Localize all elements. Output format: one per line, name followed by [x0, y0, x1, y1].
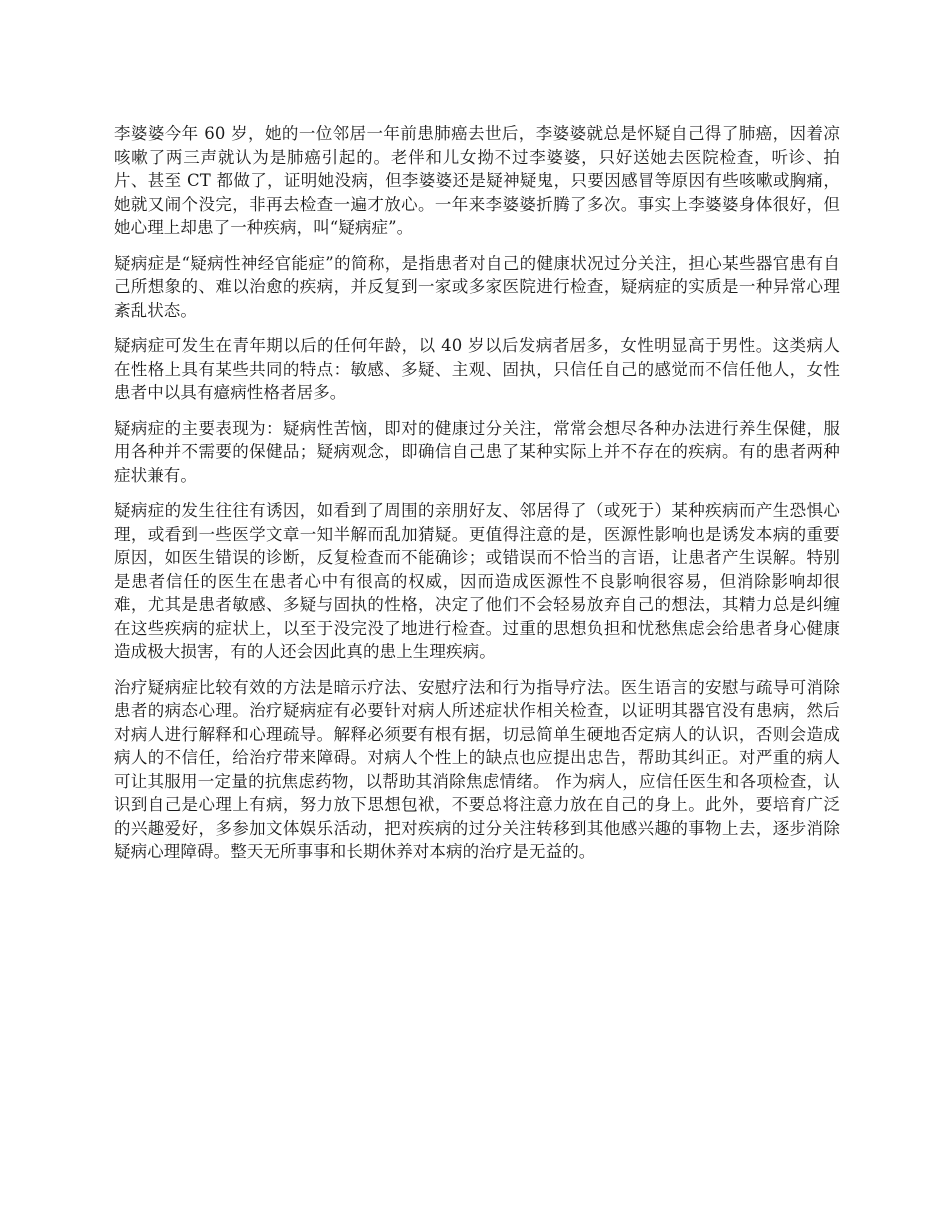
paragraph-causes: 疑病症的发生往往有诱因，如看到了周围的亲朋好友、邻居得了（或死于）某种疾病而产生恐惧心理，或看到一些医学文章一知半解而乱加猜疑。更值得注意的是，医源性影响也是诱发本病的重要原因，如医生错误的诊断，反复检查而不能确诊；或错误而不恰当的言语，让患者产生误解。特别是患者信任的医生在患者心中有很高的权威，因而造成医源性不良影响很容易，但消除影响却很难，尤其是患者敏感、多疑与固执的性格，决定了他们不会轻易放弃自己的想法，其精力总是纠缠在这些疾病的症状上，以至于没完没了地进行检查。过重的思想负担和忧愁焦虑会给患者身心健康造成极大损害，有的人还会因此真的患上生理疾病。 [114, 501, 840, 661]
paragraph-symptoms: 疑病症的主要表现为：疑病性苦恼，即对的健康过分关注，常常会想尽各种办法进行养生保健，服用各种并不需要的保健品；疑病观念，即确信自己患了某种实际上并不存在的疾病。有的患者两种症状兼有。 [114, 418, 840, 485]
paragraph-definition: 疑病症是“疑病性神经官能症”的简称，是指患者对自己的健康状况过分关注，担心某些器官患有自己所想象的、难以治愈的疾病，并反复到一家或多家医院进行检查，疑病症的实质是一种异常心理紊乱状态。 [114, 253, 840, 320]
paragraph-onset: 疑病症可发生在青年期以后的任何年龄，以 40 岁以后发病者居多，女性明显高于男性。这类病人在性格上具有某些共同的特点：敏感、多疑、主观、固执，只信任自己的感觉而不信任他人，女性患者中以具有癔病性格者居多。 [114, 336, 840, 402]
paragraph-treatment: 治疗疑病症比较有效的方法是暗示疗法、安慰疗法和行为指导疗法。医生语言的安慰与疏导可消除患者的病态心理。治疗疑病症有必要针对病人所述症状作相关检查，以证明其器官没有患病，然后对病人进行解释和心理疏导。解释必须要有根有据，切忌简单生硬地否定病人的认识，否则会造成病人的不信任，给治疗带来障碍。对病人个性上的缺点也应提出忠告，帮助其纠正。对严重的病人可让其服用一定量的抗焦虑药物，以帮助其消除焦虑情绪。 作为病人，应信任医生和各项检查，认识到自己是心理上有病，努力放下思想包袱，不要总将注意力放在自己的身上。此外，要培育广泛的兴趣爱好，多参加文体娱乐活动，把对疾病的过分关注转移到其他感兴趣的事物上去，逐步消除疑病心理障碍。整天无所事事和长期休养对本病的治疗是无益的。 [114, 677, 840, 861]
paragraph-intro-case: 李婆婆今年 60 岁，她的一位邻居一年前患肺癌去世后，李婆婆就总是怀疑自己得了肺癌，因着凉咳嗽了两三声就认为是肺癌引起的。老伴和儿女拗不过李婆婆，只好送她去医院检查，听诊、拍片、甚至 CT 都做了，证明她没病，但李婆婆还是疑神疑鬼，只要因感冒等原因有些咳嗽或胸痛，她就又闹个没完，非再去检查一遍才放心。一年来李婆婆折腾了多次。事实上李婆婆身体很好，但她心理上却患了一种疾病，叫“疑病症”。 [114, 124, 840, 237]
document-page [114, 122, 840, 876]
